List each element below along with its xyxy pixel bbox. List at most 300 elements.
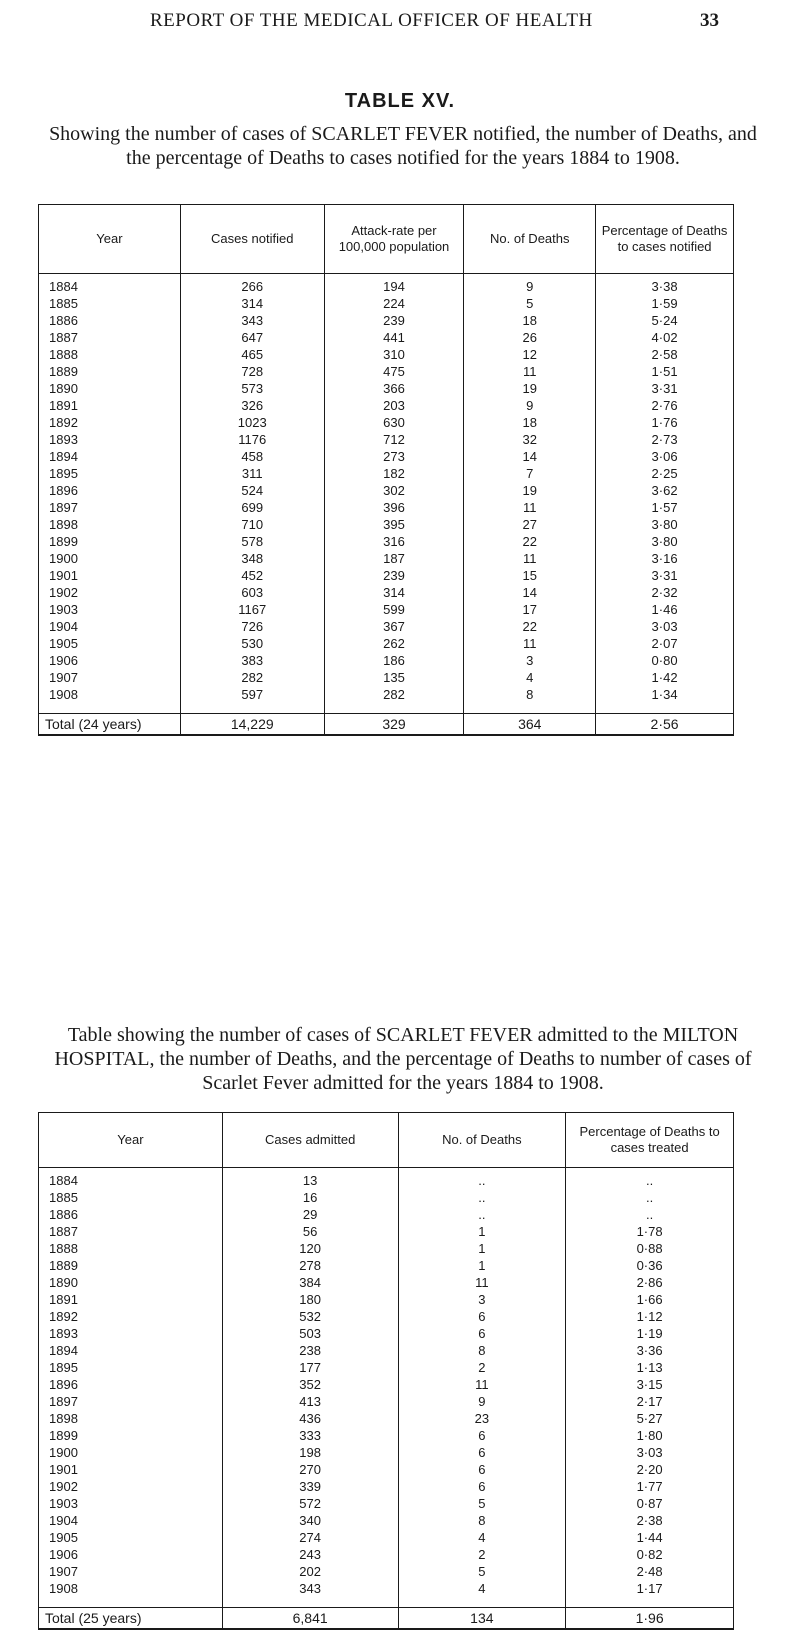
table-cell: 314 [180,295,324,312]
table-row [39,1291,734,1308]
total-cell: 364 [464,714,596,736]
table-cell: 0·87 [566,1495,734,1512]
table-cell: 1·12 [566,1308,734,1325]
table-cell: 1·19 [566,1325,734,1342]
table-row [39,346,734,363]
table-cell: .. [398,1189,566,1206]
table-row [39,635,734,652]
table-cell: 194 [324,274,464,296]
table-cell: 135 [324,669,464,686]
table-cell: 14 [464,448,596,465]
table-cell: 238 [222,1342,398,1359]
table-cell: 11 [464,635,596,652]
table-cell: 0·36 [566,1257,734,1274]
table-row [39,652,734,669]
table-cell: .. [566,1206,734,1223]
table-row [39,1546,734,1563]
table-cell: 3·38 [596,274,734,296]
table-cell: 282 [180,669,324,686]
table-cell: .. [566,1168,734,1190]
table-cell: 597 [180,686,324,714]
table-cell: 573 [180,380,324,397]
table-cell: 27 [464,516,596,533]
year-cell: 1885 [39,1189,223,1206]
table-cell: 7 [464,465,596,482]
table-cell: 1·51 [596,363,734,380]
year-cell: 1893 [39,431,181,448]
table-cell: 5 [464,295,596,312]
table-row [39,584,734,601]
total-cell: 1·96 [566,1608,734,1630]
table-cell: 5 [398,1495,566,1512]
table-cell: 3·06 [596,448,734,465]
table-cell: 32 [464,431,596,448]
year-cell: 1884 [39,274,181,296]
column-header-percentage: Percentage of Deaths to cases notified [596,205,734,274]
year-cell: 1892 [39,1308,223,1325]
year-cell: 1894 [39,448,181,465]
table-row [39,1257,734,1274]
table-cell: 3·31 [596,380,734,397]
table-cell: 22 [464,533,596,550]
year-cell: 1898 [39,516,181,533]
table-cell: 8 [398,1342,566,1359]
table-cell: 3·80 [596,516,734,533]
table-cell: 458 [180,448,324,465]
table-cell: 198 [222,1444,398,1461]
table-cell: 180 [222,1291,398,1308]
year-cell: 1904 [39,618,181,635]
table-cell: 465 [180,346,324,363]
table-row [39,618,734,635]
table-cell: 5·24 [596,312,734,329]
table-cell: 352 [222,1376,398,1393]
table-cell: 120 [222,1240,398,1257]
table-cell: 4 [398,1580,566,1608]
table-cell: 2·38 [566,1512,734,1529]
column-header-percentage: Percentage of Deaths to cases treated [566,1113,734,1168]
table-cell: 2·48 [566,1563,734,1580]
table-cell: 699 [180,499,324,516]
table-cell: 3·03 [566,1444,734,1461]
table-cell: 326 [180,397,324,414]
year-cell: 1901 [39,1461,223,1478]
table-cell: 0·82 [566,1546,734,1563]
column-header-year: Year [39,205,181,274]
table-row [39,363,734,380]
year-cell: 1896 [39,1376,223,1393]
table-cell: 2·25 [596,465,734,482]
year-cell: 1885 [39,295,181,312]
column-header-attack-rate: Attack-rate per 100,000 population [324,205,464,274]
table-cell: 182 [324,465,464,482]
table-cell: 6 [398,1308,566,1325]
table-cell: 1·59 [596,295,734,312]
table-cell: 1167 [180,601,324,618]
table-cell: 8 [398,1512,566,1529]
table-cell: 3·16 [596,550,734,567]
table-cell: 1·44 [566,1529,734,1546]
table-cell: 1·34 [596,686,734,714]
table-row [39,1512,734,1529]
year-cell: 1908 [39,686,181,714]
table-cell: 647 [180,329,324,346]
table-row [39,1325,734,1342]
year-cell: 1897 [39,1393,223,1410]
table-cell: 1·57 [596,499,734,516]
year-cell: 1895 [39,1359,223,1376]
table-cell: 3·15 [566,1376,734,1393]
table-cell: 1 [398,1257,566,1274]
year-cell: 1902 [39,1478,223,1495]
year-cell: 1888 [39,1240,223,1257]
table-cell: 19 [464,482,596,499]
year-cell: 1903 [39,1495,223,1512]
year-cell: 1899 [39,1427,223,1444]
column-header-deaths: No. of Deaths [398,1113,566,1168]
table-cell: 339 [222,1478,398,1495]
table-cell: 4 [398,1529,566,1546]
table-cell: 23 [398,1410,566,1427]
table-cell: 1·76 [596,414,734,431]
table-cell: 19 [464,380,596,397]
table-cell: 726 [180,618,324,635]
table-row [39,1223,734,1240]
table-cell: 3·62 [596,482,734,499]
table-cell: 396 [324,499,464,516]
year-cell: 1908 [39,1580,223,1608]
table-cell: .. [566,1189,734,1206]
table-cell: 0·88 [566,1240,734,1257]
table-body [39,1168,734,1630]
year-cell: 1888 [39,346,181,363]
year-cell: 1900 [39,550,181,567]
running-header: REPORT OF THE MEDICAL OFFICER OF HEALTH [150,10,593,31]
table-cell: 203 [324,397,464,414]
table-row [39,1359,734,1376]
column-header-cases-admitted: Cases admitted [222,1113,398,1168]
table-cell: 2·73 [596,431,734,448]
table-row [39,669,734,686]
table-cell: 11 [464,550,596,567]
year-cell: 1892 [39,414,181,431]
table-cell: 56 [222,1223,398,1240]
table-cell: 9 [398,1393,566,1410]
table-cell: 224 [324,295,464,312]
table-cell: 11 [398,1274,566,1291]
year-cell: 1907 [39,669,181,686]
table-row [39,601,734,618]
year-cell: 1890 [39,380,181,397]
table-cell: 202 [222,1563,398,1580]
table-cell: 2·32 [596,584,734,601]
table-cell: 1 [398,1223,566,1240]
column-header-year: Year [39,1113,223,1168]
table-cell: 4 [464,669,596,686]
table-cell: 274 [222,1529,398,1546]
table-cell: 6 [398,1325,566,1342]
table-row [39,482,734,499]
year-cell: 1898 [39,1410,223,1427]
table-row [39,1410,734,1427]
year-cell: 1889 [39,363,181,380]
table-cell: 11 [398,1376,566,1393]
total-cell: 6,841 [222,1608,398,1630]
table-row [39,567,734,584]
table-cell: 177 [222,1359,398,1376]
table-cell: 2·07 [596,635,734,652]
table-cell: 13 [222,1168,398,1190]
table-cell: 310 [324,346,464,363]
table-cell: 2·86 [566,1274,734,1291]
table-cell: 710 [180,516,324,533]
year-cell: 1884 [39,1168,223,1190]
table-cell: 311 [180,465,324,482]
table-cell: 452 [180,567,324,584]
milton-hospital-admissions-table [38,1112,734,1630]
table-row [39,1529,734,1546]
total-row [39,1608,734,1630]
table-row [39,1393,734,1410]
table-row [39,1274,734,1291]
table-cell: 603 [180,584,324,601]
table-cell: 3·31 [596,567,734,584]
table-cell: 1·77 [566,1478,734,1495]
year-cell: 1887 [39,329,181,346]
table-cell: 1·42 [596,669,734,686]
table-cell: 314 [324,584,464,601]
year-cell: 1894 [39,1342,223,1359]
table-cell: 436 [222,1410,398,1427]
table-cell: 1176 [180,431,324,448]
table-row [39,516,734,533]
table-row [39,1495,734,1512]
table-cell: 599 [324,601,464,618]
table-row [39,1580,734,1608]
table1-caption: Showing the number of cases of SCARLET FEVER notified, the number of Deaths, and the percentage of Deaths to cases notified for the years 1884 to 1908. [49,123,757,169]
year-cell: 1891 [39,397,181,414]
year-cell: 1889 [39,1257,223,1274]
table-row [39,1206,734,1223]
table-cell: 186 [324,652,464,669]
table-cell: 343 [180,312,324,329]
table-row [39,499,734,516]
year-cell: 1903 [39,601,181,618]
table-row [39,397,734,414]
table-cell: 0·80 [596,652,734,669]
column-header-deaths: No. of Deaths [464,205,596,274]
table-row [39,448,734,465]
table-header-row [39,205,734,274]
table-cell: 530 [180,635,324,652]
table-header-row [39,1113,734,1168]
table-cell: 18 [464,414,596,431]
table-row [39,1308,734,1325]
table-row [39,329,734,346]
table-cell: .. [398,1206,566,1223]
table-cell: 243 [222,1546,398,1563]
table-cell: 5 [398,1563,566,1580]
year-cell: 1887 [39,1223,223,1240]
total-label: Total (24 years) [39,714,181,736]
table-cell: 6 [398,1427,566,1444]
table-row [39,380,734,397]
table-row [39,312,734,329]
year-cell: 1897 [39,499,181,516]
table-cell: 8 [464,686,596,714]
table-cell: 2·58 [596,346,734,363]
table-cell: 712 [324,431,464,448]
year-cell: 1905 [39,635,181,652]
table-row [39,1189,734,1206]
table-cell: 282 [324,686,464,714]
table-cell: .. [398,1168,566,1190]
total-cell: 14,229 [180,714,324,736]
table-cell: 17 [464,601,596,618]
table-cell: 14 [464,584,596,601]
table-cell: 524 [180,482,324,499]
year-cell: 1901 [39,567,181,584]
table-cell: 16 [222,1189,398,1206]
table-row [39,533,734,550]
table-cell: 273 [324,448,464,465]
table-cell: 239 [324,312,464,329]
total-cell: 134 [398,1608,566,1630]
table-cell: 3·36 [566,1342,734,1359]
table-row [39,1168,734,1190]
table-cell: 266 [180,274,324,296]
table-cell: 12 [464,346,596,363]
table-cell: 2 [398,1546,566,1563]
table-row [39,1461,734,1478]
year-cell: 1891 [39,1291,223,1308]
table-cell: 3 [464,652,596,669]
total-cell: 329 [324,714,464,736]
table-cell: 2·76 [596,397,734,414]
table-row [39,550,734,567]
table-cell: 1 [398,1240,566,1257]
table-row [39,414,734,431]
table-cell: 316 [324,533,464,550]
table-cell: 475 [324,363,464,380]
table-cell: 532 [222,1308,398,1325]
table-cell: 1·66 [566,1291,734,1308]
table-cell: 572 [222,1495,398,1512]
table2-caption: Table showing the number of cases of SCARLET FEVER admitted to the MILTON HOSPITAL, the number of Deaths, and the percentage of Deaths to number of cases of Scarlet Fever admitted for the years 1884 to 1908. [54,1024,752,1094]
table-cell: 384 [222,1274,398,1291]
table-cell: 270 [222,1461,398,1478]
table-body [39,274,734,736]
table-row [39,1240,734,1257]
table-cell: 367 [324,618,464,635]
table-cell: 262 [324,635,464,652]
table-cell: 29 [222,1206,398,1223]
table-cell: 9 [464,274,596,296]
year-cell: 1906 [39,1546,223,1563]
scarlet-fever-notifications-table [38,204,734,736]
table-row [39,274,734,296]
table-cell: 1·17 [566,1580,734,1608]
year-cell: 1890 [39,1274,223,1291]
table-cell: 1·46 [596,601,734,618]
table-cell: 395 [324,516,464,533]
total-cell: 2·56 [596,714,734,736]
table-cell: 22 [464,618,596,635]
table-cell: 348 [180,550,324,567]
table-cell: 3·03 [596,618,734,635]
year-cell: 1906 [39,652,181,669]
table-cell: 3·80 [596,533,734,550]
table-row [39,1427,734,1444]
year-cell: 1902 [39,584,181,601]
table-cell: 4·02 [596,329,734,346]
table-cell: 2 [398,1359,566,1376]
table-cell: 6 [398,1478,566,1495]
year-cell: 1904 [39,1512,223,1529]
table-cell: 302 [324,482,464,499]
table-cell: 366 [324,380,464,397]
table-row [39,1563,734,1580]
table-cell: 6 [398,1461,566,1478]
year-cell: 1899 [39,533,181,550]
table-cell: 383 [180,652,324,669]
table-cell: 11 [464,363,596,380]
table-cell: 2·20 [566,1461,734,1478]
year-cell: 1905 [39,1529,223,1546]
table-cell: 343 [222,1580,398,1608]
table-cell: 11 [464,499,596,516]
total-label: Total (25 years) [39,1608,223,1630]
total-row [39,714,734,736]
table-row [39,1342,734,1359]
table-cell: 333 [222,1427,398,1444]
table-cell: 503 [222,1325,398,1342]
table-row [39,1376,734,1393]
table-cell: 1·78 [566,1223,734,1240]
table-cell: 1·80 [566,1427,734,1444]
table-cell: 2·17 [566,1393,734,1410]
table-row [39,686,734,714]
table-row [39,1444,734,1461]
table-cell: 278 [222,1257,398,1274]
table-cell: 1023 [180,414,324,431]
table-title: TABLE XV. [344,90,456,112]
page-number: 33 [700,10,719,31]
table-row [39,295,734,312]
year-cell: 1886 [39,312,181,329]
year-cell: 1900 [39,1444,223,1461]
table-cell: 187 [324,550,464,567]
year-cell: 1895 [39,465,181,482]
year-cell: 1893 [39,1325,223,1342]
table-cell: 441 [324,329,464,346]
column-header-cases-notified: Cases notified [180,205,324,274]
table-cell: 239 [324,567,464,584]
table-cell: 1·13 [566,1359,734,1376]
table-row [39,465,734,482]
table-cell: 26 [464,329,596,346]
table-cell: 9 [464,397,596,414]
table-cell: 340 [222,1512,398,1529]
table-cell: 15 [464,567,596,584]
table-cell: 5·27 [566,1410,734,1427]
table-cell: 3 [398,1291,566,1308]
table-cell: 6 [398,1444,566,1461]
table-cell: 728 [180,363,324,380]
year-cell: 1907 [39,1563,223,1580]
table-cell: 578 [180,533,324,550]
table-row [39,431,734,448]
